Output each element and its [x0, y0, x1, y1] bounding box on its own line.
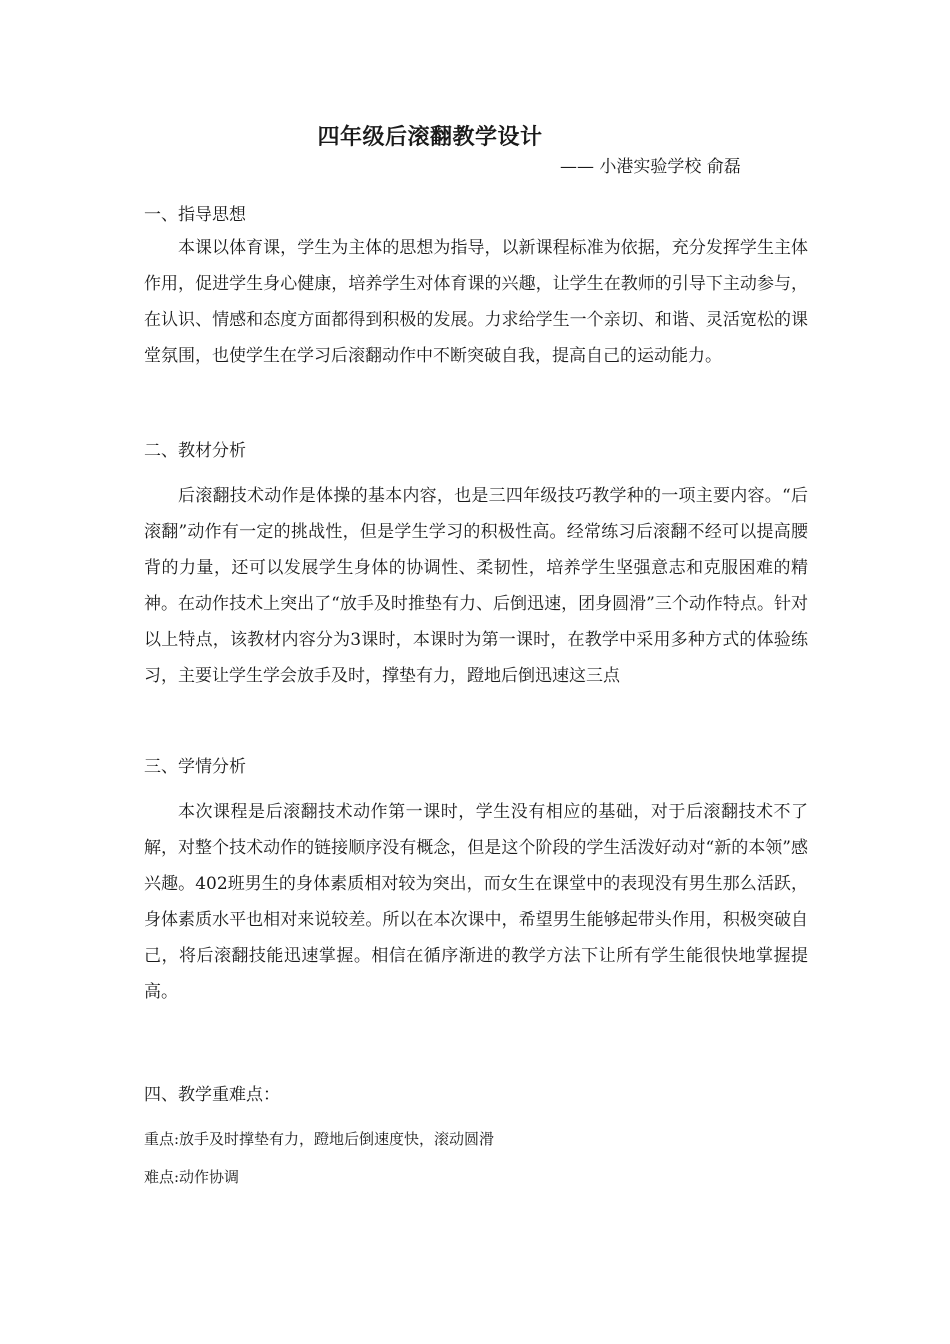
section-heading-material-analysis: 二、教材分析 — [144, 441, 246, 461]
section-heading-student-analysis: 三、学情分析 — [144, 757, 246, 777]
section-paragraph-guiding-idea: 本课以体育课，学生为主体的思想为指导，以新课程标准为依据，充分发挥学生主体作用，促进学生身心健康，培养学生对体育课的兴趣，让学生在教师的引导下主动参与，在认识、情感和态度方面都得到积极的发展。力求给学生一个亲切、和谐、灵活宽松的课堂氛围，也使学生在学习后滚翻动作中不断突破自我，提高自己的运动能力。 — [144, 238, 808, 366]
document-title: 四年级后滚翻教学设计 — [317, 125, 543, 150]
key-point-text: 重点:放手及时撑垫有力，蹬地后倒速度快，滚动圆滑 — [144, 1130, 495, 1148]
section-paragraph-material-analysis: 后滚翻技术动作是体操的基本内容，也是三四年级技巧教学种的一项主要内容。“后滚翻”动作有一定的挑战性，但是学生学习的积极性高。经常练习后滚翻不经可以提高腰背的力量，还可以发展学生身体的协调性、柔韧性，培养学生坚强意志和克服困难的精神。在动作技术上突出了“放手及时推垫有力、后倒迅速，团身圆滑”三个动作特点。针对以上特点，该教材内容分为3课时，本课时为第一课时，在教学中采用多种方式的体验练习，主要让学生学会放手及时，撑垫有力，蹬地后倒迅速这三点 — [144, 486, 808, 686]
section-heading-guiding-idea: 一、指导思想 — [144, 205, 246, 225]
difficult-point-text: 难点:动作协调 — [144, 1168, 240, 1186]
section-heading-key-difficult-points: 四、教学重难点： — [144, 1085, 280, 1105]
section-paragraph-student-analysis: 本次课程是后滚翻技术动作第一课时，学生没有相应的基础，对于后滚翻技术不了解，对整个技术动作的链接顺序没有概念，但是这个阶段的学生活泼好动对“新的本领”感兴趣。402班男生的身体素质相对较为突出，而女生在课堂中的表现没有男生那么活跃，身体素质水平也相对来说较差。所以在本次课中，希望男生能够起带头作用，积极突破自己，将后滚翻技能迅速掌握。相信在循序渐进的教学方法下让所有学生能很快地掌握提高。 — [144, 802, 808, 1002]
author-line: —— 小港实验学校 俞磊 — [560, 157, 741, 177]
